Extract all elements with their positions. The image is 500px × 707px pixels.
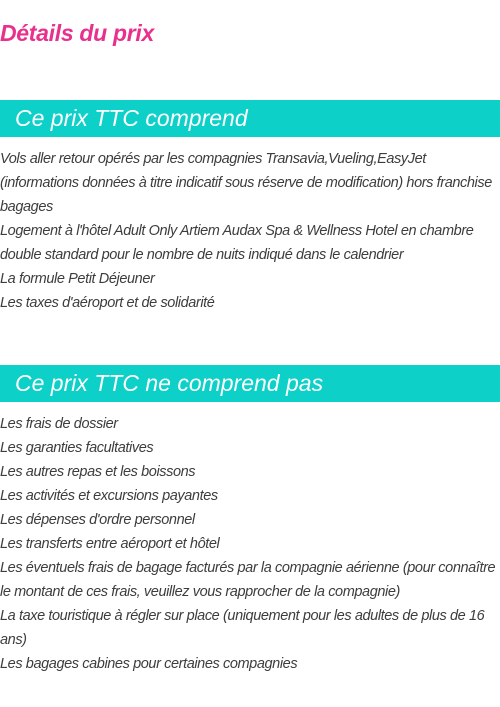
excluded-item: Les autres repas et les boissons <box>0 464 196 480</box>
excluded-item: Les transferts entre aéroport et hôtel <box>0 536 220 552</box>
excluded-item: Les frais de dossier <box>0 416 118 432</box>
included-item: Vols aller retour opérés par les compagnies Transavia,Vueling,EasyJet (informations données à titre indicatif sous réserve de modification) hors franchise bagages <box>0 151 492 215</box>
included-item: Logement à l'hôtel Adult Only Artiem Audax Spa & Wellness Hotel en chambre double standard pour le nombre de nuits indiqué dans le calendrier <box>0 223 474 263</box>
excluded-item: La taxe touristique à régler sur place (uniquement pour les adultes de plus de 16 ans) <box>0 608 485 648</box>
excluded-section-header: Ce prix TTC ne comprend pas <box>0 365 500 402</box>
page-title: Détails du prix <box>0 20 154 46</box>
excluded-item: Les garanties facultatives <box>0 440 154 456</box>
excluded-item: Les éventuels frais de bagage facturés par la compagnie aérienne (pour connaître le montant de ces frais, veuillez vous rapprocher de la compagnie) <box>0 560 496 600</box>
included-section-header: Ce prix TTC comprend <box>0 100 500 137</box>
excluded-list <box>0 412 500 676</box>
included-list <box>0 147 500 315</box>
included-item: La formule Petit Déjeuner <box>0 271 155 287</box>
excluded-item: Les dépenses d'ordre personnel <box>0 512 195 528</box>
included-item: Les taxes d'aéroport et de solidarité <box>0 295 215 311</box>
excluded-item: Les activités et excursions payantes <box>0 488 218 504</box>
excluded-item: Les bagages cabines pour certaines compagnies <box>0 656 298 672</box>
